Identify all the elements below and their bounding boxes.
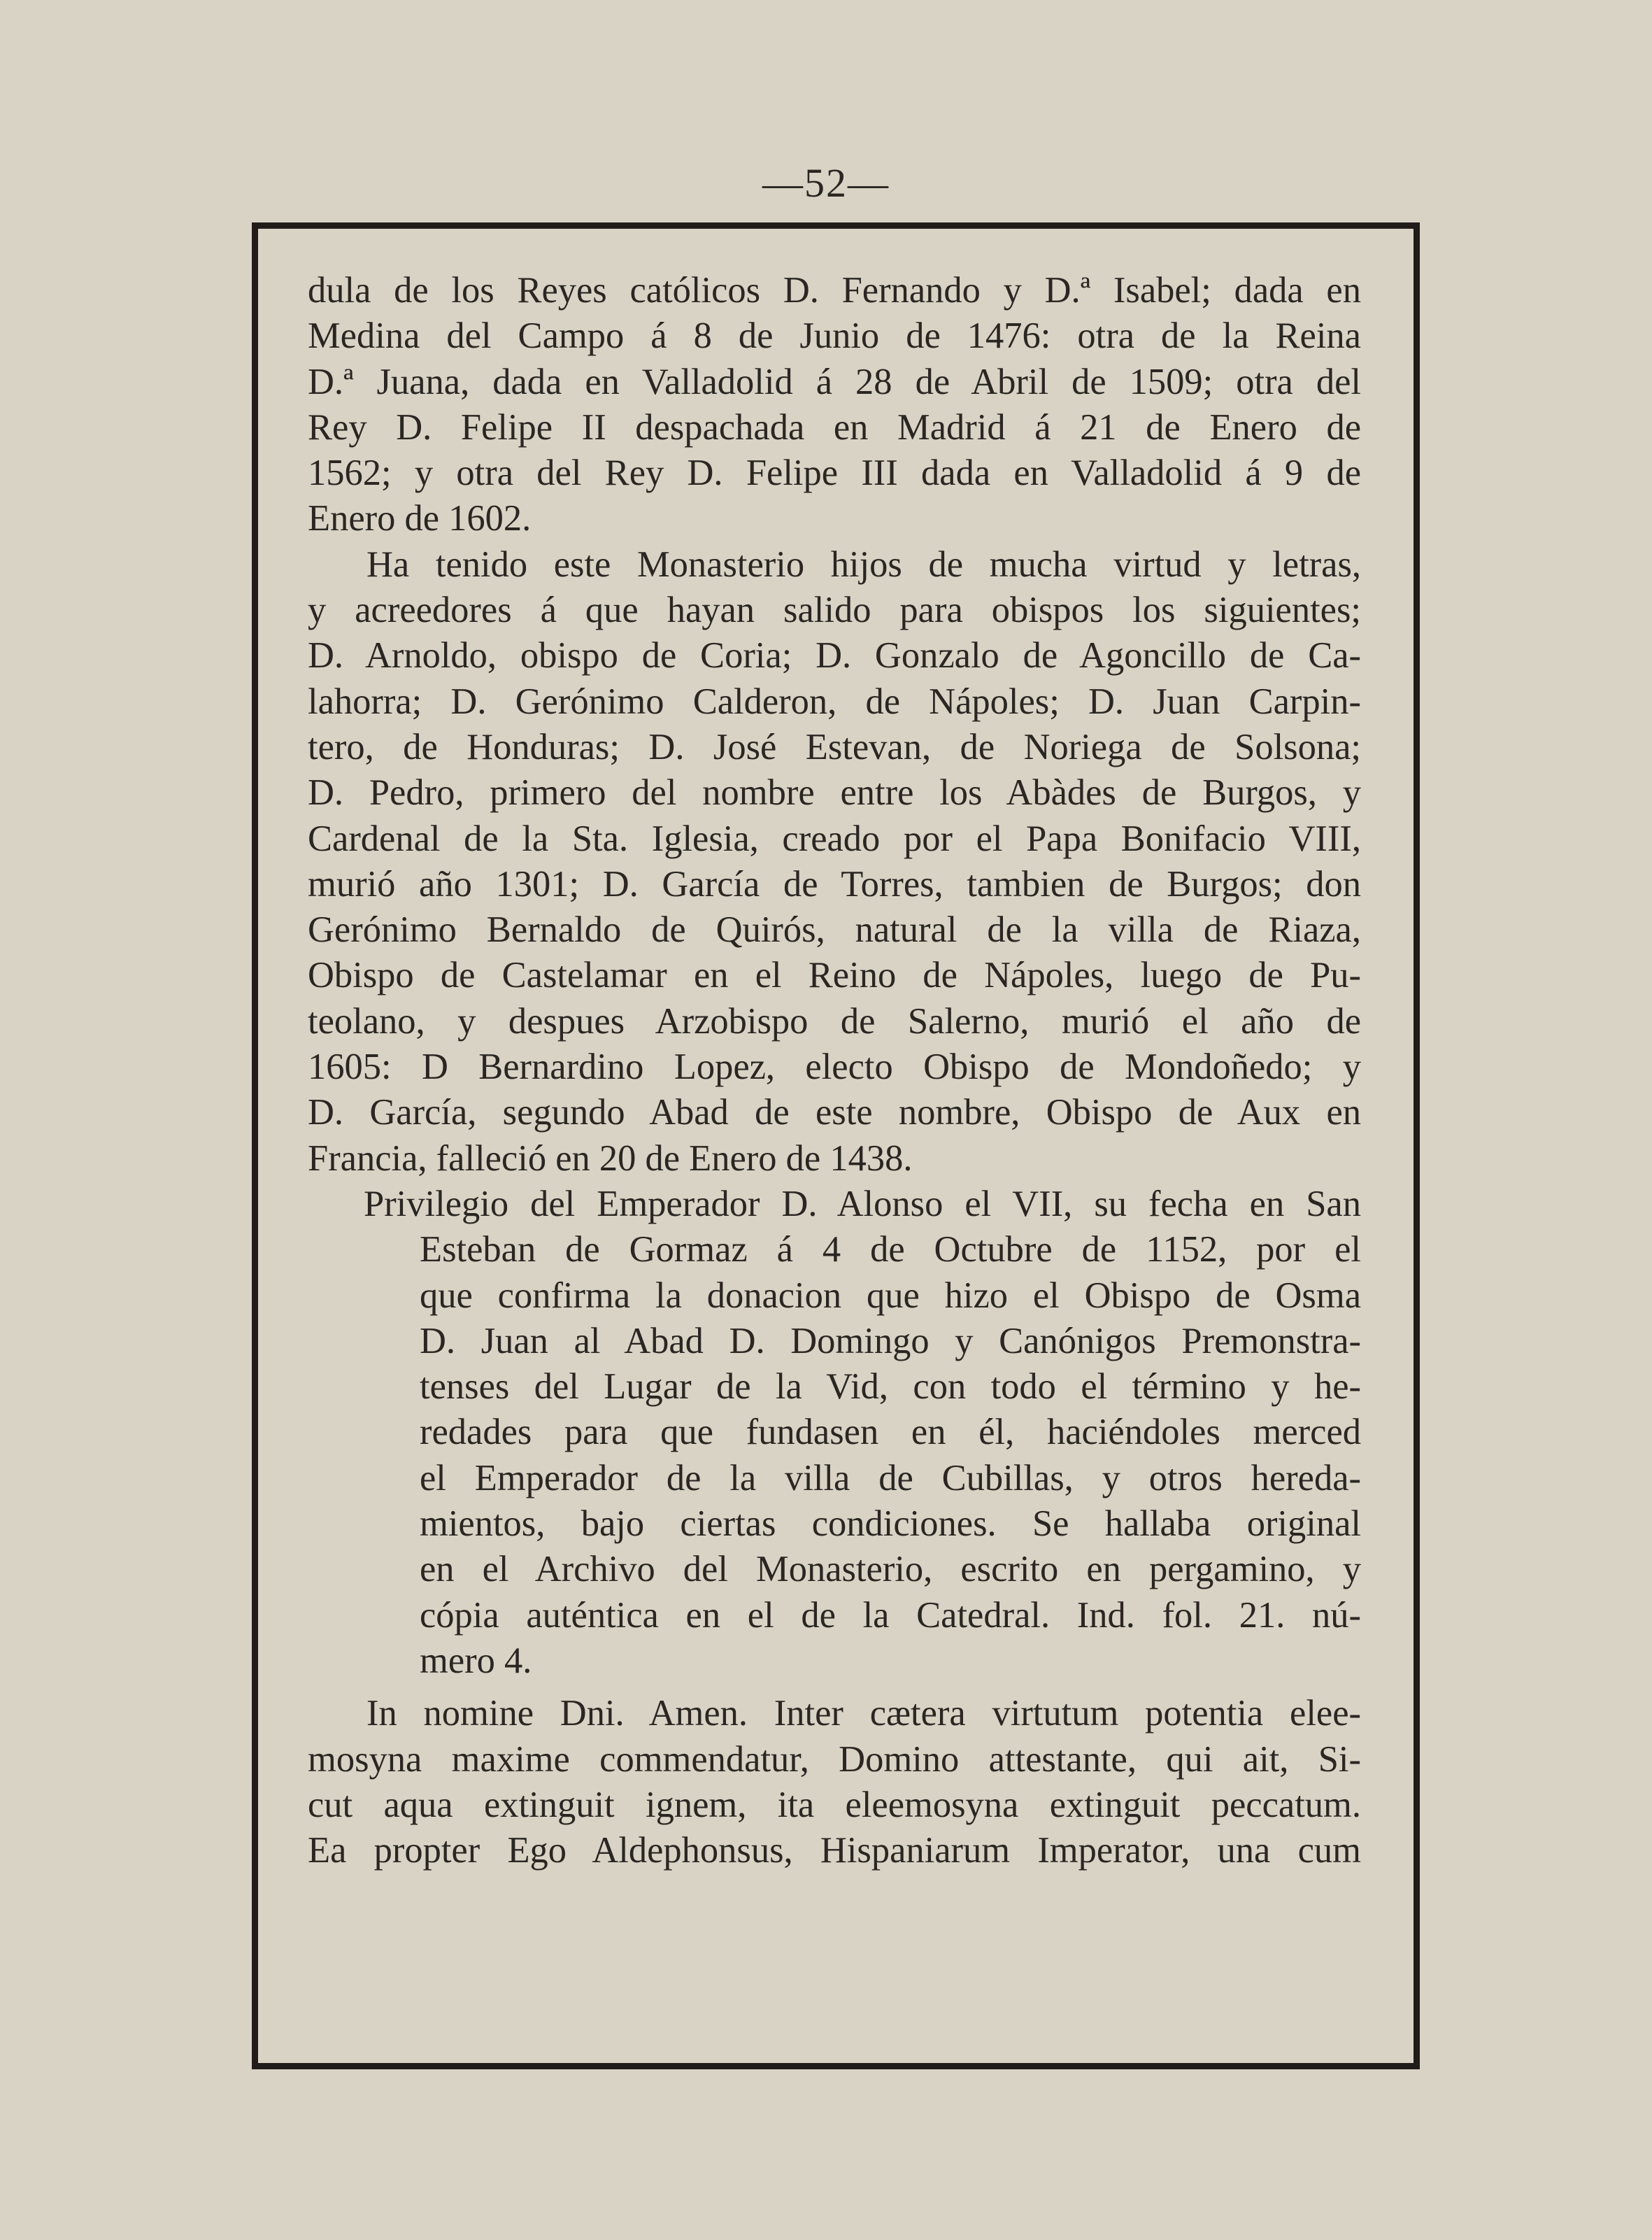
text-line: Enero de 1602.	[308, 498, 532, 539]
text-line: mosyna maxime commendatur, Domino attestante, qui ait, Si-	[308, 1738, 1361, 1780]
text-line: 1562; y otra del Rey D. Felipe III dada en Valladolid á 9 de	[308, 453, 1361, 494]
text-line: cópia auténtica en el de la Catedral. Ind. fol. 21. nú-	[420, 1594, 1361, 1636]
text-line: Medina del Campo á 8 de Junio de 1476: otra de la Reina	[308, 316, 1361, 357]
text-line: Gerónimo Bernaldo de Quirós, natural de la villa de Riaza,	[308, 909, 1361, 951]
text-line: mero 4.	[420, 1640, 532, 1681]
text-line: tero, de Honduras; D. José Estevan, de Noriega de Solsona;	[308, 726, 1361, 767]
text-line: D. Juan al Abad D. Domingo y Canónigos Premonstra-	[420, 1320, 1361, 1361]
text-line: el Emperador de la villa de Cubillas, y otros hereda-	[420, 1457, 1361, 1498]
text-line: Privilegio del Emperador D. Alonso el VII, su fecha en San	[364, 1183, 1361, 1224]
text-line: 1605: D Bernardino Lopez, electo Obispo de Mondoñedo; y	[308, 1047, 1361, 1088]
text-block	[308, 268, 1361, 1873]
text-line: redades para que fundasen en él, haciéndoles merced	[420, 1412, 1361, 1453]
paragraph-latin	[308, 1691, 1361, 1873]
text-line: teolano, y despues Arzobispo de Salerno, murió el año de	[308, 1000, 1361, 1042]
text-line: Obispo de Castelamar en el Reino de Nápoles, luego de Pu-	[308, 955, 1361, 996]
text-line: D. Arnoldo, obispo de Coria; D. Gonzalo de Agoncillo de Ca-	[308, 635, 1361, 676]
text-line: dula de los Reyes católicos D. Fernando y D.ª Isabel; dada en	[308, 270, 1361, 311]
text-line: en el Archivo del Monasterio, escrito en pergamino, y	[420, 1549, 1361, 1590]
text-line: D. García, segundo Abad de este nombre, Obispo de Aux en	[308, 1092, 1361, 1133]
text-line: Esteban de Gormaz á 4 de Octubre de 1152, por el	[420, 1229, 1361, 1270]
text-line: murió año 1301; D. García de Torres, tambien de Burgos; don	[308, 863, 1361, 905]
text-line: Ea propter Ego Aldephonsus, Hispaniarum Imperator, una cum	[308, 1830, 1361, 1871]
text-line: D. Pedro, primero del nombre entre los Abàdes de Burgos, y	[308, 772, 1361, 814]
text-line: y acreedores á que hayan salido para obispos los siguientes;	[308, 590, 1361, 631]
paragraph-privilegio	[308, 1182, 1361, 1684]
text-line: D.ª Juana, dada en Valladolid á 28 de Abril de 1509; otra del	[308, 361, 1361, 402]
text-line: cut aqua extinguit ignem, ita eleemosyna extinguit peccatum.	[308, 1784, 1361, 1825]
text-line: mientos, bajo ciertas condiciones. Se hallaba original	[420, 1503, 1361, 1545]
text-line: Ha tenido este Monasterio hijos de mucha virtud y letras,	[366, 544, 1361, 585]
text-line: lahorra; D. Gerónimo Calderon, de Nápoles; D. Juan Carpin-	[308, 681, 1361, 722]
text-line: Cardenal de la Sta. Iglesia, creado por el Papa Bonifacio VIII,	[308, 818, 1361, 859]
paragraph-continuation	[308, 268, 1361, 542]
text-line: Francia, falleció en 20 de Enero de 1438.	[308, 1137, 913, 1179]
text-line: Rey D. Felipe II despachada en Madrid á 21 de Enero de	[308, 406, 1361, 448]
text-line: In nomine Dni. Amen. Inter cætera virtutum potentia elee-	[366, 1693, 1361, 1734]
text-line: que confirma la donacion que hizo el Obispo de Osma	[420, 1275, 1361, 1316]
page-number: —52—	[762, 160, 890, 206]
paragraph-bishops	[308, 542, 1361, 1182]
text-line: tenses del Lugar de la Vid, con todo el término y he-	[420, 1366, 1361, 1408]
